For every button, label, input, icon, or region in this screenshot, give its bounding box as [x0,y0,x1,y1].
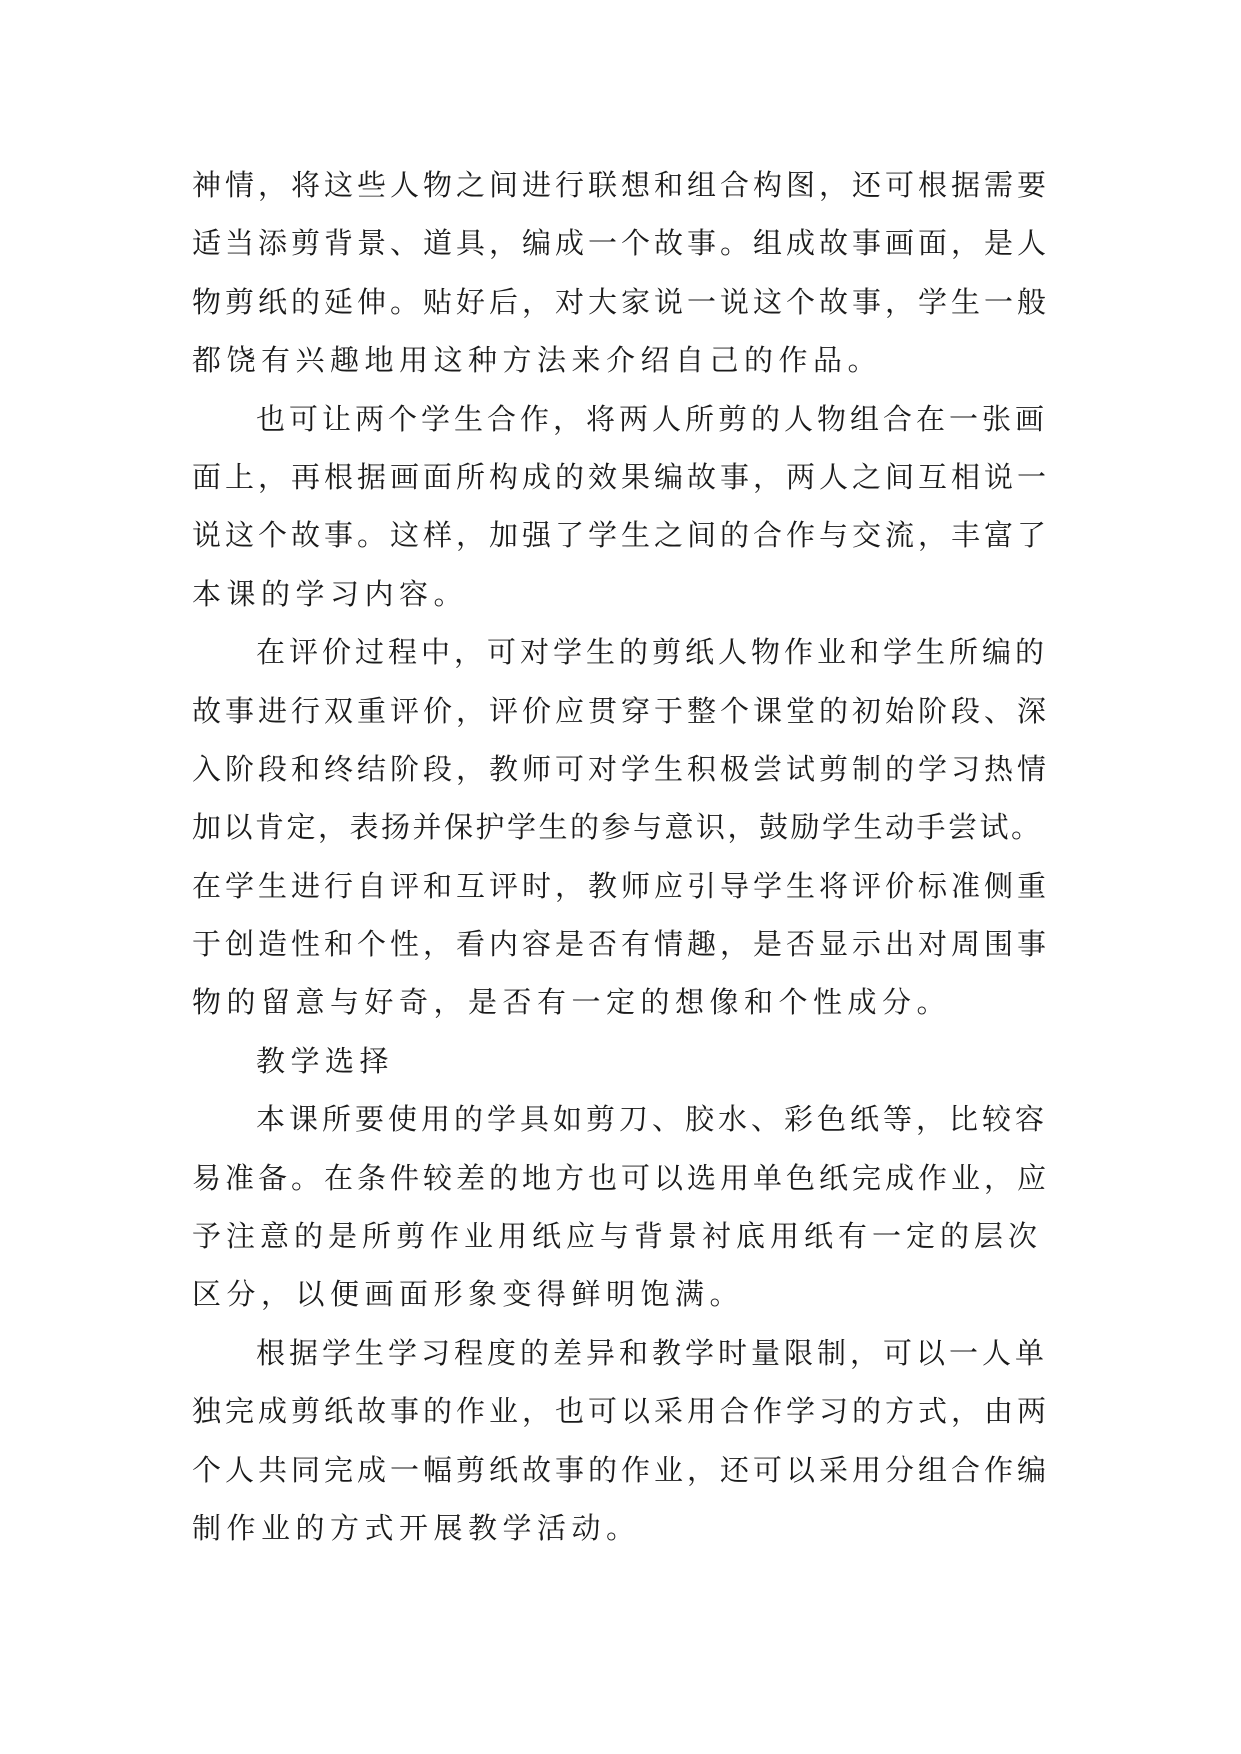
text-line: 入阶段和终结阶段，教师可对学生积极尝试剪制的学习热情 [192,751,1051,786]
text-line: 物剪纸的延伸。贴好后，对大家说一说这个故事，学生一般 [192,284,1051,319]
text-line: 制作业的方式开展教学活动。 [192,1510,641,1545]
text-line: 根据学生学习程度的差异和教学时量限制，可以一人单 [256,1335,1049,1370]
text-line: 也可让两个学生合作，将两人所剪的人物组合在一张画 [256,401,1049,436]
text-line: 加以肯定，表扬并保护学生的参与意识，鼓励学生动手尝试。 [192,810,1043,845]
text-line: 予注意的是所剪作业用纸应与背景衬底用纸有一定的层次 [192,1219,1043,1254]
text-line: 神情，将这些人物之间进行联想和组合构图，还可根据需要 [192,168,1051,202]
text-line: 本课的学习内容。 [192,576,469,611]
text-line: 个人共同完成一幅剪纸故事的作业，还可以采用分组合作编 [192,1452,1051,1487]
text-line: 区分，以便画面形象变得鲜明饱满。 [192,1277,745,1312]
section-heading: 教学选择 [256,1043,395,1078]
text-line: 在评价过程中，可对学生的剪纸人物作业和学生所编的 [256,635,1049,670]
text-line: 面上，再根据画面所构成的效果编故事，两人之间互相说一 [192,459,1051,494]
text-line: 故事进行双重评价，评价应贯穿于整个课堂的初始阶段、深 [192,693,1051,728]
text-line: 本课所要使用的学具如剪刀、胶水、彩色纸等，比较容 [256,1102,1049,1137]
text-line: 物的留意与好奇，是否有一定的想像和个性成分。 [192,985,952,1020]
text-line: 在学生进行自评和互评时，教师应引导学生将评价标准侧重 [192,868,1051,903]
text-line: 说这个故事。这样，加强了学生之间的合作与交流，丰富了 [192,518,1051,553]
text-line: 适当添剪背景、道具，编成一个故事。组成故事画面，是人 [192,226,1051,261]
text-line: 独完成剪纸故事的作业，也可以采用合作学习的方式，由两 [192,1394,1051,1429]
text-line: 都饶有兴趣地用这种方法来介绍自己的作品。 [192,343,883,378]
text-line: 于创造性和个性，看内容是否有情趣，是否显示出对周围事 [192,927,1051,962]
document-body [192,156,1054,1557]
text-line: 易准备。在条件较差的地方也可以选用单色纸完成作业，应 [192,1160,1051,1195]
